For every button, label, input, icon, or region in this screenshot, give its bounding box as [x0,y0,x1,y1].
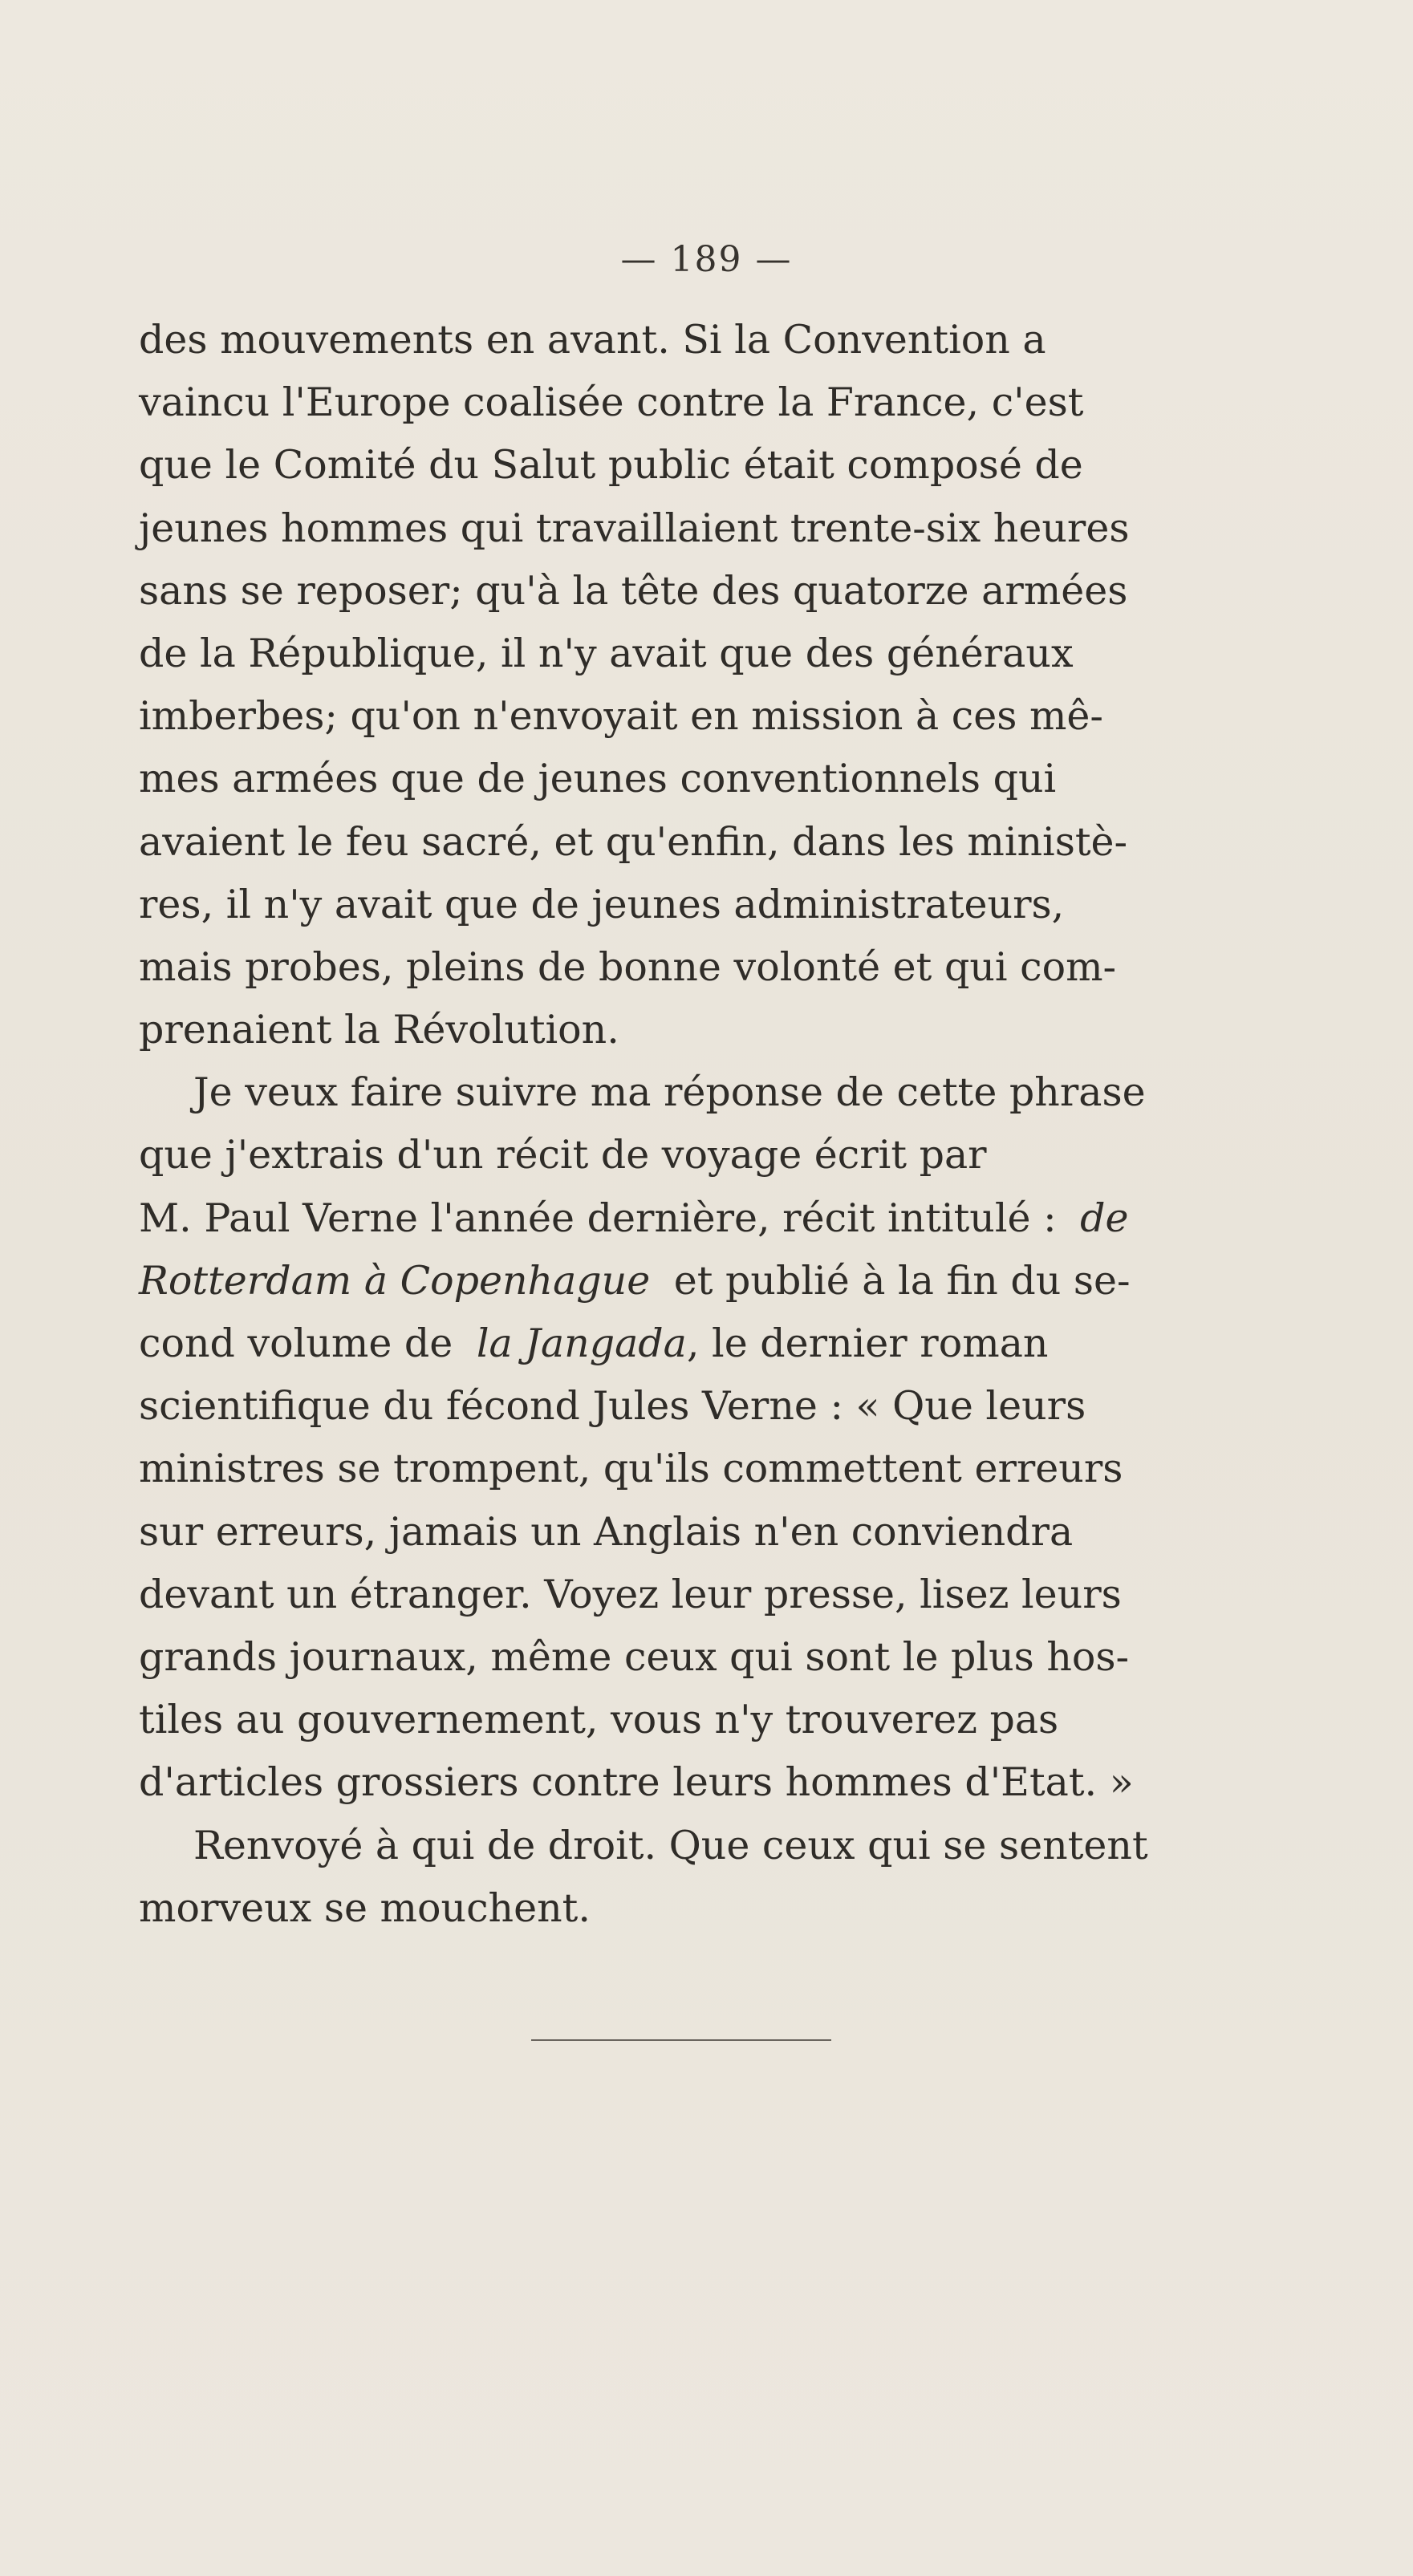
text-line-8: mes armées que de jeunes conventionnels qui [139,756,1057,802]
text-line-19: ministres se trompent, qu'ils commettent erreurs [139,1446,1123,1492]
text-line-2: vaincu l'Europe coalisée contre la France, c'est [139,379,1084,426]
italic-title-end: Rotterdam à Copenhague [139,1257,651,1304]
section-divider-rule [531,2039,831,2041]
text-line-25: Renvoyé à qui de droit. Que ceux qui se sentent [193,1822,1148,1868]
text-line-7: imberbes; qu'on n'envoyait en mission à ces mê- [139,693,1103,740]
body-text [139,309,1208,1940]
text-line-21: devant un étranger. Voyez leur presse, lisez leurs [139,1571,1122,1617]
text-line-17 [139,1312,1208,1375]
text-line-3: que le Comité du Salut public était composé de [139,442,1083,489]
text-line-14: que j'extrais d'un récit de voyage écrit par [139,1132,987,1178]
text-line-16 [139,1250,1208,1312]
text-line-10: res, il n'y avait que de jeunes administrateurs, [139,881,1065,927]
text-line-12: prenaient la Révolution. [139,1007,619,1053]
text-line-15-roman: M. Paul Verne l'année dernière, récit intitulé : [139,1195,1057,1241]
italic-novel-title: la Jangada [476,1320,687,1366]
text-line-18: scientifique du fécond Jules Verne : « Que leurs [139,1383,1086,1430]
text-line-5: sans se reposer; qu'à la tête des quatorze armées [139,567,1128,614]
text-line-26: morveux se mouchent. [139,1884,591,1931]
text-line-24: d'articles grossiers contre leurs hommes d'Etat. » [139,1759,1134,1806]
text-line-17-end: , le dernier roman [686,1320,1049,1366]
text-line-4: jeunes hommes qui travaillaient trente-six heures [139,505,1130,551]
text-line-6: de la République, il n'y avait que des généraux [139,630,1074,676]
text-line-1: des mouvements en avant. Si la Convention a [139,317,1046,363]
text-line-13: Je veux faire suivre ma réponse de cette phrase [193,1069,1146,1116]
text-line-22: grands journaux, même ceux qui sont le plus hos- [139,1633,1130,1680]
text-line-23: tiles au gouvernement, vous n'y trouverez pas [139,1697,1059,1743]
text-line-9: avaient le feu sacré, et qu'enfin, dans les ministè- [139,818,1128,865]
text-line-16-roman: et publié à la fin du se- [673,1257,1131,1304]
italic-title-start: de [1080,1195,1129,1241]
text-line-17-start: cond volume de [139,1320,453,1366]
text-line-11: mais probes, pleins de bonne volonté et qui com- [139,943,1117,990]
text-line-20: sur erreurs, jamais un Anglais n'en conviendra [139,1508,1074,1555]
text-line-15 [139,1187,1208,1250]
page-number: — 189 — [620,239,793,280]
